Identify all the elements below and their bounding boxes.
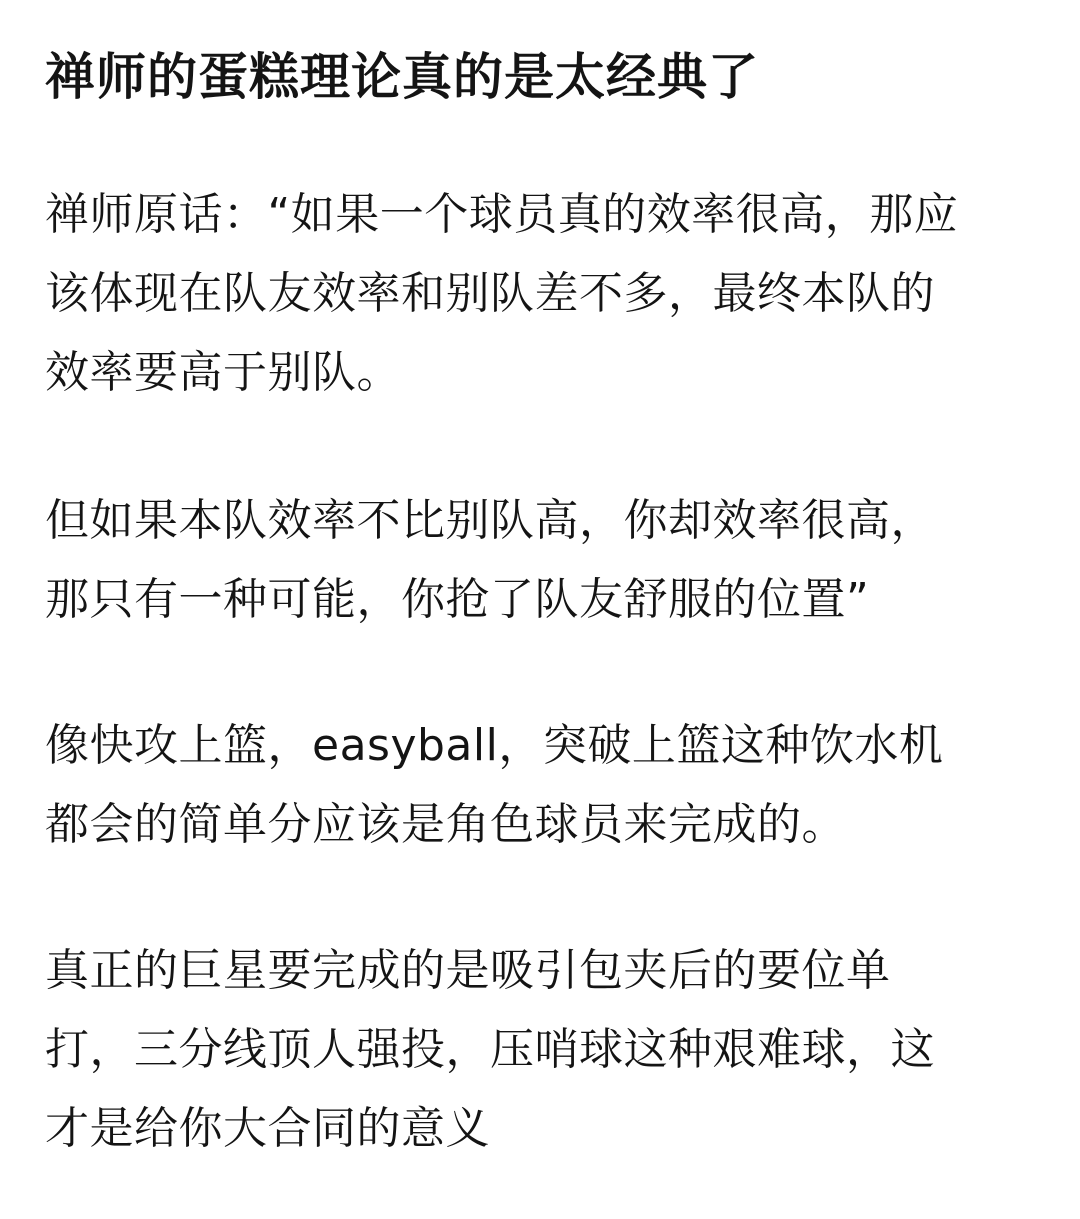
text-line: 禅师原话：“如果一个球员真的效率很高，那应 xyxy=(45,189,959,240)
text-line: 才是给你大合同的意义 xyxy=(45,1103,490,1154)
text-line: 该体现在队友效率和别队差不多，最终本队的 xyxy=(45,268,935,319)
text-line: 效率要高于别队。 xyxy=(45,347,401,398)
text-line: 但如果本队效率不比别队高，你却效率很高， xyxy=(45,495,935,546)
paragraph-superstar xyxy=(45,931,935,1168)
text-line: 那只有一种可能，你抢了队友舒服的位置” xyxy=(45,574,870,625)
paragraph-easy-points xyxy=(45,706,943,864)
text-line: 打，三分线顶人强投，压哨球这种艰难球，这 xyxy=(45,1024,935,1075)
text-line: 像快攻上篮，easyball，突破上篮这种饮水机 xyxy=(45,720,944,771)
text-line: 真正的巨星要完成的是吸引包夹后的要位单 xyxy=(45,945,891,996)
paragraph-quote-end xyxy=(45,481,935,639)
paragraph-quote xyxy=(45,175,958,412)
text-line: 都会的简单分应该是角色球员来完成的。 xyxy=(45,799,846,850)
post-title: 禅师的蛋糕理论真的是太经典了 xyxy=(45,48,759,106)
